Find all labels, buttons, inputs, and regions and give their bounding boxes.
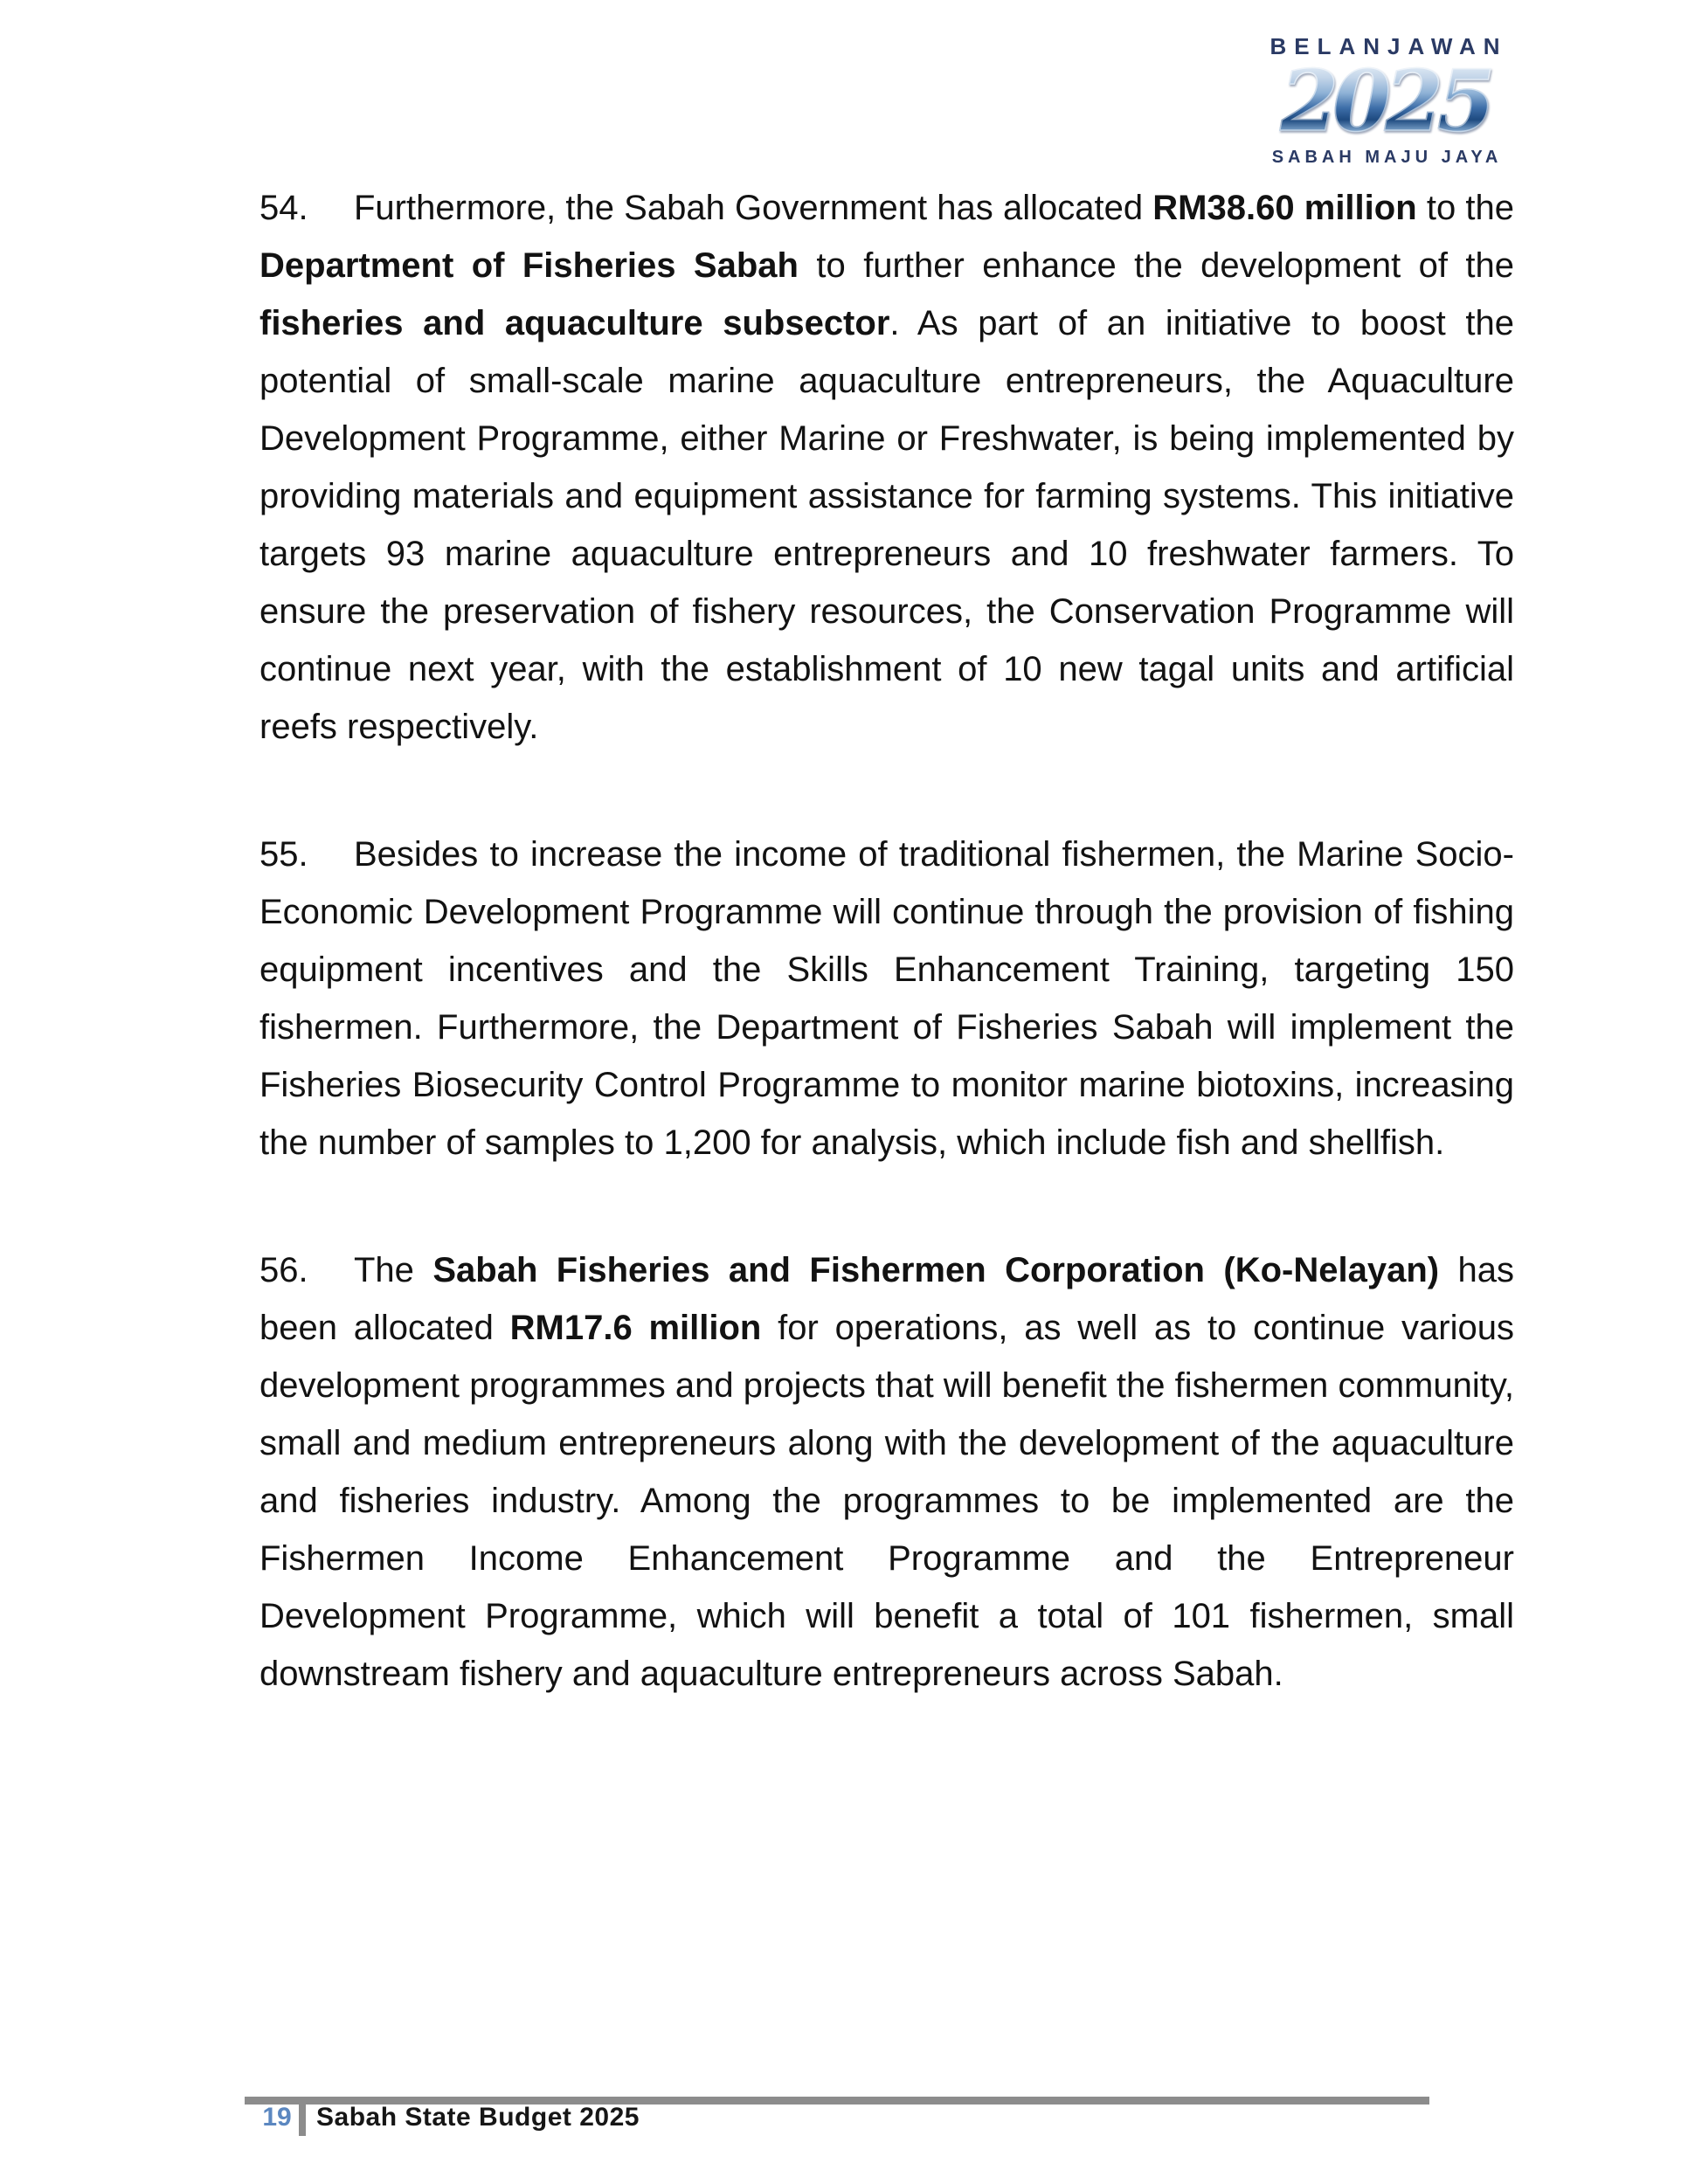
footer-document-title: Sabah State Budget 2025 [316, 2103, 640, 2132]
body-text: . As part of an initiative to boost the potential of small-scale marine aquaculture entrepreneurs, the Aquaculture Development Programme, either Marine or Freshwater, is being implemented by providing materials and equipment assistance for farming systems. This initiative targets 93 marine aquaculture entrepreneurs and 10 freshwater farmers. To ensure the preservation of fishery resources, the Conservation Programme will continue next year, with the establishment of 10 new tagal units and artificial reefs respectively. [259, 304, 1514, 746]
emphasized-text: Department of Fisheries Sabah [259, 246, 799, 285]
document-body [259, 179, 1514, 1703]
paragraph-number: 56. [259, 1251, 308, 1289]
body-text: Furthermore, the Sabah Government has allocated [354, 189, 1153, 227]
body-text: to further enhance the development of the [798, 246, 1514, 285]
logo-year: 2025 [1262, 59, 1508, 143]
paragraph-number: 55. [259, 835, 308, 874]
paragraph-number: 54. [259, 189, 308, 227]
logo-title: BELANJAWAN [1269, 33, 1508, 59]
belanjawan-2025-logo [1262, 35, 1508, 166]
footer-divider [299, 2099, 306, 2136]
emphasized-text: fisheries and aquaculture subsector [259, 304, 890, 342]
body-text: Besides to increase the income of traditional fishermen, the Marine Socio-Economic Development Programme will continue through the provision of fishing equipment incentives and the Skills Enhancement Training, targeting 150 fishermen. Furthermore, the Department of Fisheries Sabah will implement the Fisheries Biosecurity Control Programme to monitor marine biotoxins, increasing the number of samples to 1,200 for analysis, which include fish and shellfish. [259, 835, 1514, 1162]
page-number: 19 [262, 2103, 292, 2132]
body-text: has been allocated [259, 1251, 1514, 1347]
emphasized-text: Sabah Fisheries and Fishermen Corporation (Ko-Nelayan) [432, 1251, 1440, 1289]
logo-tagline: SABAH MAJU JAYA [1271, 148, 1503, 167]
body-text: The [354, 1251, 433, 1289]
emphasized-text: RM17.6 million [509, 1309, 762, 1347]
paragraph-54 [259, 179, 1514, 756]
paragraph-55 [259, 826, 1514, 1171]
body-text: to the [1416, 189, 1514, 227]
footer [262, 2098, 640, 2137]
body-text: for operations, as well as to continue various development programmes and projects that will benefit the fishermen community, small and medium entrepreneurs along with the development of the aquaculture and fisheries industry. Among the programmes to be implemented are the Fishermen Income Enhancement Programme and the Entrepreneur Development Programme, which will benefit a total of 101 fishermen, small downstream fishery and aquaculture entrepreneurs across Sabah. [259, 1309, 1515, 1693]
emphasized-text: RM38.60 million [1152, 189, 1417, 227]
paragraph-56 [259, 1241, 1514, 1703]
